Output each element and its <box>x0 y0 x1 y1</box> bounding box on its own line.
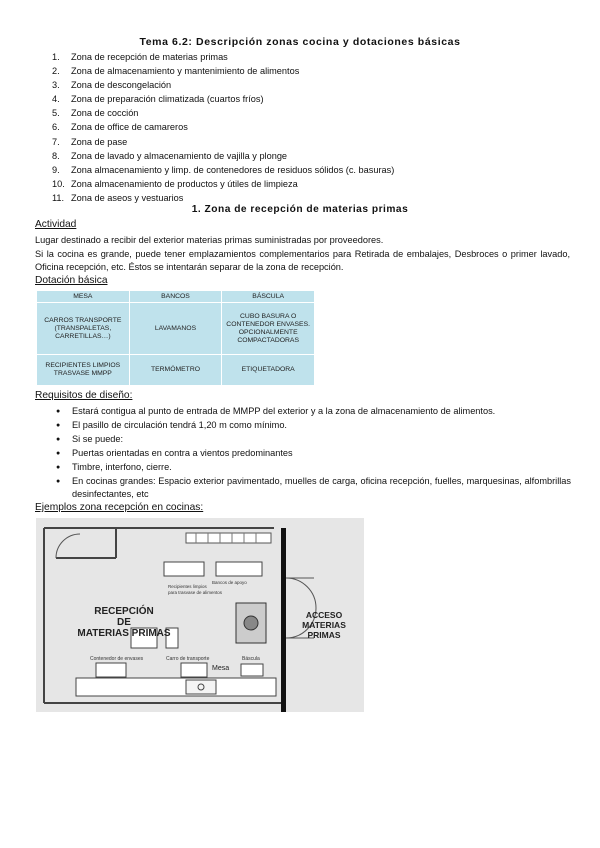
list-item <box>52 177 394 191</box>
list-text: Zona almacenamiento de productos y útiles de limpieza <box>71 178 298 189</box>
list-number: 1. <box>52 52 60 62</box>
label-bascula: Báscula <box>242 656 260 662</box>
scale-box <box>241 664 263 676</box>
requisitos-list <box>56 405 571 502</box>
label-recipientes-2: para trasvase de alimentos <box>168 590 223 595</box>
list-item: ● Timbre, interfono, cierre. <box>56 461 571 475</box>
list-item <box>52 191 394 205</box>
list-item <box>52 163 394 177</box>
label-mesa: Mesa <box>212 665 230 672</box>
table-cell: LAVAMANOS <box>129 303 222 355</box>
mesa-box <box>181 663 207 677</box>
label-recipientes: Recipientes limpios <box>168 584 207 589</box>
list-item: ● El pasillo de circulación tendrá 1,20 m como mínimo. <box>56 419 571 433</box>
zone-title-line-1: RECEPCIÓN <box>94 606 154 617</box>
list-item: ● Puertas orientadas en contra a vientos predominantes <box>56 447 571 461</box>
floor-plan <box>36 518 364 712</box>
counter <box>76 678 276 696</box>
list-text: Zona de almacenamiento y mantenimiento de alimentos <box>71 66 300 77</box>
zone-title-line-2: DE <box>117 617 131 628</box>
list-text: Zona de preparación climatizada (cuartos fríos) <box>71 94 264 105</box>
list-item <box>52 120 394 134</box>
access-title-line-3: PRIMAS <box>307 630 341 640</box>
table-cell: ETIQUETADORA <box>222 355 315 386</box>
list-text: Zona de pase <box>71 136 128 147</box>
access-title-line-2: MATERIAS <box>302 620 346 630</box>
label-carro: Carro de transporte <box>166 656 210 662</box>
table-row <box>37 303 315 355</box>
label-contenedor: Contenedor de envases <box>90 656 144 662</box>
list-item <box>52 106 394 120</box>
list-item <box>52 135 394 149</box>
list-item <box>52 78 394 92</box>
list-text: Zona de cocción <box>71 108 139 119</box>
list-number: 3. <box>52 80 60 91</box>
list-text: Zona de lavado y almacenamiento de vajilla y plonge <box>71 150 288 161</box>
list-item <box>52 149 394 163</box>
list-item <box>52 92 394 106</box>
list-number: 8. <box>52 150 60 161</box>
page-title: Tema 6.2: Descripción zonas cocina y dotaciones básicas <box>139 36 461 48</box>
list-item: ● Estará contigua al punto de entrada de MMPP del exterior y a la zona de almacenamiento de alimentos. <box>56 405 571 419</box>
list-number: 4. <box>52 94 60 105</box>
container-box <box>96 663 126 677</box>
table-cell: TERMÓMETRO <box>129 355 222 386</box>
list-item: ● Si se puede: <box>56 433 571 447</box>
table-cell: CARROS TRANSPORTE (TRANSPALETAS, CARRETILLAS…) <box>37 303 130 355</box>
sink <box>186 680 216 694</box>
requisitos-heading: Requisitos de diseño: <box>35 390 133 401</box>
list-item <box>52 64 394 78</box>
table-cell: RECIPIENTES LIMPIOS TRASVASE MMPP <box>37 355 130 386</box>
list-number: 5. <box>52 108 60 119</box>
list-text: Zona de office de camareros <box>71 122 188 133</box>
exterior-wall <box>281 528 286 712</box>
actividad-paragraph-2: Si la cocina es grande, puede tener emplazamientos complementarios para Retirada de embalajes, Desbroces o primer lavado, Oficina recepción, etc. Éstos se intentarán separar de la zona de recepción. <box>35 249 570 273</box>
ejemplos-heading: Ejemplos zona recepción en cocinas: <box>35 502 204 513</box>
table-cell: BANCOS <box>129 291 222 303</box>
list-item <box>52 50 394 64</box>
access-title-line-1: ACCESO <box>305 610 343 620</box>
topics-list <box>52 50 394 205</box>
actividad-heading: Actividad <box>35 219 77 230</box>
table-cell: BÁSCULA <box>222 291 315 303</box>
dotacion-heading: Dotación básica <box>35 275 108 286</box>
list-number: 2. <box>52 66 60 77</box>
list-number: 9. <box>52 164 60 175</box>
list-text: Zona almacenamiento y limp. de contenedores de residuos sólidos (c. basuras) <box>71 164 395 175</box>
list-number: 7. <box>52 136 60 147</box>
actividad-paragraph-1: Lugar destinado a recibir del exterior materias primas suministradas por proveedores. <box>35 235 384 245</box>
list-number: 11. <box>52 192 65 203</box>
dotacion-table <box>36 290 315 386</box>
list-item: ● En cocinas grandes: Espacio exterior pavimentado, muelles de carga, oficina recepción, fuelles, marquesinas, alfombrillas desinfectantes, etc <box>56 475 571 503</box>
table-cell: CUBO BASURA O CONTENEDOR ENVASES. OPCIONALMENTE COMPACTADORAS <box>222 303 315 355</box>
list-text: Zona de recepción de materias primas <box>71 52 228 62</box>
shelf-rack <box>186 533 271 543</box>
table-row <box>37 291 315 303</box>
list-text: Zona de aseos y vestuarios <box>71 192 184 203</box>
list-text: Zona de descongelación <box>71 80 172 91</box>
table-row <box>37 355 315 386</box>
section-title: 1. Zona de recepción de materias primas <box>191 204 409 215</box>
bench-1 <box>164 562 204 576</box>
list-number: 6. <box>52 122 60 133</box>
label-bancos: Bancos de apoyo <box>212 580 247 585</box>
zone-title-line-3: MATERIAS PRIMAS <box>77 628 171 639</box>
list-number: 10. <box>52 178 65 189</box>
table-cell: MESA <box>37 291 130 303</box>
trolley-wheel <box>244 616 258 630</box>
bench-2 <box>216 562 262 576</box>
